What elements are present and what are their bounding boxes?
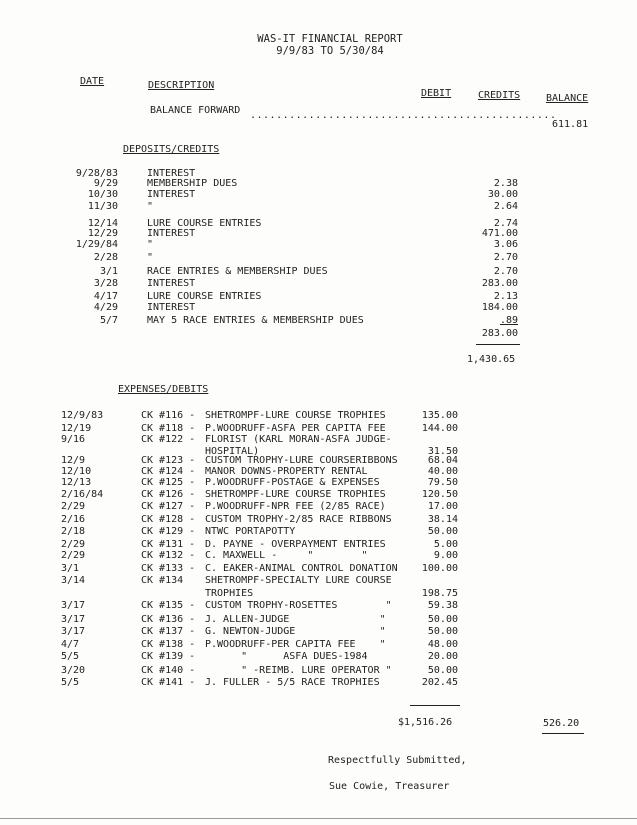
deposit-date: 11/30 bbox=[87, 201, 118, 212]
expense-date: 2/16/84 bbox=[61, 489, 104, 500]
expense-description: J. ALLEN-JUDGE " bbox=[205, 614, 386, 625]
expense-date: 9/16 bbox=[61, 434, 86, 445]
ending-balance: 526.20 bbox=[543, 718, 580, 729]
expense-date: 5/5 bbox=[61, 677, 80, 688]
report-title: WAS-IT FINANCIAL REPORT bbox=[257, 33, 403, 45]
deposit-amount: 471.00 bbox=[481, 228, 518, 239]
expense-row bbox=[0, 527, 637, 539]
expense-date: 4/7 bbox=[61, 639, 80, 650]
deposits-heading: DEPOSITS/CREDITS bbox=[123, 144, 220, 155]
expense-check-number: CK #140 - bbox=[141, 665, 196, 676]
deposit-amount: 2.70 bbox=[493, 252, 518, 263]
deposits-total: 1,430.65 bbox=[467, 354, 516, 365]
expense-description: D. PAYNE - OVERPAYMENT ENTRIES bbox=[205, 539, 386, 550]
deposit-date: 5/7 bbox=[99, 315, 118, 326]
balance-forward-dots: ............................................... bbox=[250, 110, 557, 121]
deposit-row bbox=[0, 202, 637, 214]
expense-row bbox=[0, 551, 637, 563]
expense-date: 12/9 bbox=[61, 455, 86, 466]
expense-amount: 144.00 bbox=[421, 423, 458, 434]
expense-date: 2/29 bbox=[61, 550, 86, 561]
expense-amount: 50.00 bbox=[427, 526, 458, 537]
expense-row bbox=[0, 627, 637, 639]
expense-check-number: CK #129 - bbox=[141, 526, 196, 537]
header-debit: DEBIT bbox=[421, 88, 452, 99]
expense-check-number: CK #141 - bbox=[141, 677, 196, 688]
deposit-description: INTEREST bbox=[147, 168, 196, 179]
expense-check-number: CK #137 - bbox=[141, 626, 196, 637]
expense-check-number: CK #131 - bbox=[141, 539, 196, 550]
expense-check-number: CK #126 - bbox=[141, 489, 196, 500]
expense-description: FLORIST (KARL MORAN-ASFA JUDGE- bbox=[205, 434, 392, 445]
deposit-date: 12/14 bbox=[87, 218, 118, 229]
expense-date: 12/10 bbox=[61, 466, 92, 477]
deposit-date: 9/28/83 bbox=[75, 168, 118, 179]
expense-amount: 40.00 bbox=[427, 466, 458, 477]
header-date: DATE bbox=[80, 76, 105, 87]
expense-check-number: CK #118 - bbox=[141, 423, 196, 434]
deposit-description: INTEREST bbox=[147, 228, 196, 239]
expense-description: CUSTOM TROPHY-2/85 RACE RIBBONS bbox=[205, 514, 392, 525]
expense-row bbox=[0, 411, 637, 423]
expense-date: 2/18 bbox=[61, 526, 86, 537]
deposit-description: " bbox=[147, 201, 154, 212]
expense-check-number: CK #139 - bbox=[141, 651, 196, 662]
expense-description: P.WOODRUFF-POSTAGE & EXPENSES bbox=[205, 477, 380, 488]
expense-check-number: CK #124 - bbox=[141, 466, 196, 477]
deposit-description: LURE COURSE ENTRIES bbox=[147, 291, 262, 302]
deposit-row bbox=[0, 279, 637, 291]
expense-amount: 50.00 bbox=[427, 614, 458, 625]
deposit-description: LURE COURSE ENTRIES bbox=[147, 218, 262, 229]
expense-description: P.WOODRUFF-NPR FEE (2/85 RACE) bbox=[205, 501, 386, 512]
deposit-date: 2/28 bbox=[93, 252, 118, 263]
expense-amount: 20.00 bbox=[427, 651, 458, 662]
expense-amount: 120.50 bbox=[421, 489, 458, 500]
expense-description: SHETROMPF-SPECIALTY LURE COURSE bbox=[205, 575, 392, 586]
deposit-date: 3/1 bbox=[99, 266, 118, 277]
scan-edge bbox=[0, 818, 637, 819]
expense-date: 2/16 bbox=[61, 514, 86, 525]
expense-description: SHETROMPF-LURE COURSE TROPHIES bbox=[205, 489, 386, 500]
deposit-amount: 2.38 bbox=[493, 178, 518, 189]
expense-amount: 79.50 bbox=[427, 477, 458, 488]
expense-row bbox=[0, 576, 637, 588]
report-period: 9/9/83 TO 5/30/84 bbox=[276, 45, 384, 57]
signature-name: Sue Cowie, Treasurer bbox=[329, 781, 450, 792]
deposit-amount: 30.00 bbox=[487, 189, 518, 200]
expense-date: 2/29 bbox=[61, 539, 86, 550]
deposit-row bbox=[0, 253, 637, 265]
deposit-amount: 2.64 bbox=[493, 201, 518, 212]
expense-check-number: CK #128 - bbox=[141, 514, 196, 525]
expense-description: P.WOODRUFF-ASFA PER CAPITA FEE bbox=[205, 423, 386, 434]
expense-date: 12/13 bbox=[61, 477, 92, 488]
expenses-total-rule bbox=[410, 705, 460, 706]
expense-row bbox=[0, 652, 637, 664]
expense-row bbox=[0, 515, 637, 527]
deposit-amount: 2.70 bbox=[493, 266, 518, 277]
expenses-heading: EXPENSES/DEBITS bbox=[118, 384, 209, 395]
expense-row bbox=[0, 502, 637, 514]
deposit-date: 9/29 bbox=[93, 178, 118, 189]
deposit-date: 3/28 bbox=[93, 278, 118, 289]
expense-amount: 31.50 bbox=[427, 446, 458, 457]
expense-description: C. MAXWELL - " " bbox=[205, 550, 368, 561]
expense-date: 2/29 bbox=[61, 501, 86, 512]
expense-date: 3/17 bbox=[61, 614, 86, 625]
expense-amount: 59.38 bbox=[427, 600, 458, 611]
expense-amount: 50.00 bbox=[427, 665, 458, 676]
expense-description: MANOR DOWNS-PROPERTY RENTAL bbox=[205, 466, 368, 477]
expense-amount: 50.00 bbox=[427, 626, 458, 637]
expense-row bbox=[0, 435, 637, 447]
balance-forward-label: BALANCE FORWARD bbox=[150, 105, 241, 116]
expense-date: 12/9/83 bbox=[61, 410, 104, 421]
deposit-description: INTEREST bbox=[147, 278, 196, 289]
expense-description: C. EAKER-ANIMAL CONTROL DONATION bbox=[205, 563, 398, 574]
deposit-amount: 283.00 bbox=[481, 328, 518, 339]
ending-balance-underline bbox=[542, 733, 584, 734]
expense-check-number: CK #132 - bbox=[141, 550, 196, 561]
expense-check-number: CK #122 - bbox=[141, 434, 196, 445]
deposit-amount: .89 bbox=[499, 315, 518, 326]
signature-closing: Respectfully Submitted, bbox=[328, 755, 467, 766]
deposit-date: 12/29 bbox=[87, 228, 118, 239]
expense-date: 5/5 bbox=[61, 651, 80, 662]
expenses-total: $1,516.26 bbox=[398, 717, 453, 728]
header-description: DESCRIPTION bbox=[148, 80, 215, 91]
deposit-amount: 283.00 bbox=[481, 278, 518, 289]
deposits-total-rule bbox=[476, 344, 520, 345]
expense-check-number: CK #134 bbox=[141, 575, 184, 586]
expense-amount: 9.00 bbox=[433, 550, 458, 561]
expense-description: CUSTOM TROPHY-LURE COURSERIBBONS bbox=[205, 455, 398, 466]
expense-description: TROPHIES bbox=[205, 588, 254, 599]
expense-date: 12/19 bbox=[61, 423, 92, 434]
deposit-amount: 3.06 bbox=[493, 239, 518, 250]
expense-amount: 198.75 bbox=[421, 588, 458, 599]
deposit-description: RACE ENTRIES & MEMBERSHIP DUES bbox=[147, 266, 328, 277]
expense-description: " ASFA DUES-1984 bbox=[205, 651, 368, 662]
expense-row bbox=[0, 601, 637, 613]
expense-description: HOSPITAL) bbox=[205, 446, 260, 457]
expense-check-number: CK #135 - bbox=[141, 600, 196, 611]
deposit-amount: 2.13 bbox=[493, 291, 518, 302]
expense-description: " -REIMB. LURE OPERATOR " bbox=[205, 665, 392, 676]
deposit-row bbox=[0, 329, 637, 341]
deposit-date: 4/29 bbox=[93, 302, 118, 313]
expense-description: CUSTOM TROPHY-ROSETTES " bbox=[205, 600, 392, 611]
deposit-row bbox=[0, 316, 637, 328]
expense-check-number: CK #133 - bbox=[141, 563, 196, 574]
deposit-date: 10/30 bbox=[87, 189, 118, 200]
expense-check-number: CK #127 - bbox=[141, 501, 196, 512]
deposit-amount: 184.00 bbox=[481, 302, 518, 313]
expense-date: 3/1 bbox=[61, 563, 80, 574]
deposit-description: INTEREST bbox=[147, 302, 196, 313]
expense-amount: 5.00 bbox=[433, 539, 458, 550]
expense-description: SHETROMPF-LURE COURSE TROPHIES bbox=[205, 410, 386, 421]
balance-forward-amount: 611.81 bbox=[552, 119, 589, 130]
expense-date: 3/14 bbox=[61, 575, 86, 586]
deposit-row bbox=[0, 240, 637, 252]
expense-amount: 202.45 bbox=[421, 677, 458, 688]
deposit-row bbox=[0, 303, 637, 315]
deposit-date: 4/17 bbox=[93, 291, 118, 302]
expense-amount: 100.00 bbox=[421, 563, 458, 574]
expense-amount: 135.00 bbox=[421, 410, 458, 421]
expense-description: NTWC PORTAPOTTY bbox=[205, 526, 296, 537]
expense-date: 3/17 bbox=[61, 626, 86, 637]
expense-amount: 38.14 bbox=[427, 514, 458, 525]
expense-description: J. FULLER - 5/5 RACE TROPHIES bbox=[205, 677, 380, 688]
expense-date: 3/20 bbox=[61, 665, 86, 676]
header-credits: CREDITS bbox=[478, 90, 521, 101]
deposit-description: INTEREST bbox=[147, 189, 196, 200]
expense-check-number: CK #136 - bbox=[141, 614, 196, 625]
expense-description: P.WOODRUFF-PER CAPITA FEE " bbox=[205, 639, 386, 650]
deposit-amount: 2.74 bbox=[493, 218, 518, 229]
deposit-date: 1/29/84 bbox=[75, 239, 118, 250]
expense-amount: 68.04 bbox=[427, 455, 458, 466]
deposit-description: MAY 5 RACE ENTRIES & MEMBERSHIP DUES bbox=[147, 315, 364, 326]
expense-check-number: CK #123 - bbox=[141, 455, 196, 466]
deposit-description: MEMBERSHIP DUES bbox=[147, 178, 238, 189]
expense-check-number: CK #116 - bbox=[141, 410, 196, 421]
header-balance: BALANCE bbox=[546, 93, 589, 104]
expense-amount: 48.00 bbox=[427, 639, 458, 650]
deposit-description: " bbox=[147, 252, 154, 263]
expense-description: G. NEWTON-JUDGE " bbox=[205, 626, 386, 637]
expense-date: 3/17 bbox=[61, 600, 86, 611]
expense-check-number: CK #125 - bbox=[141, 477, 196, 488]
expense-amount: 17.00 bbox=[427, 501, 458, 512]
expense-row bbox=[0, 678, 637, 690]
expense-check-number: CK #138 - bbox=[141, 639, 196, 650]
deposit-description: " bbox=[147, 239, 154, 250]
